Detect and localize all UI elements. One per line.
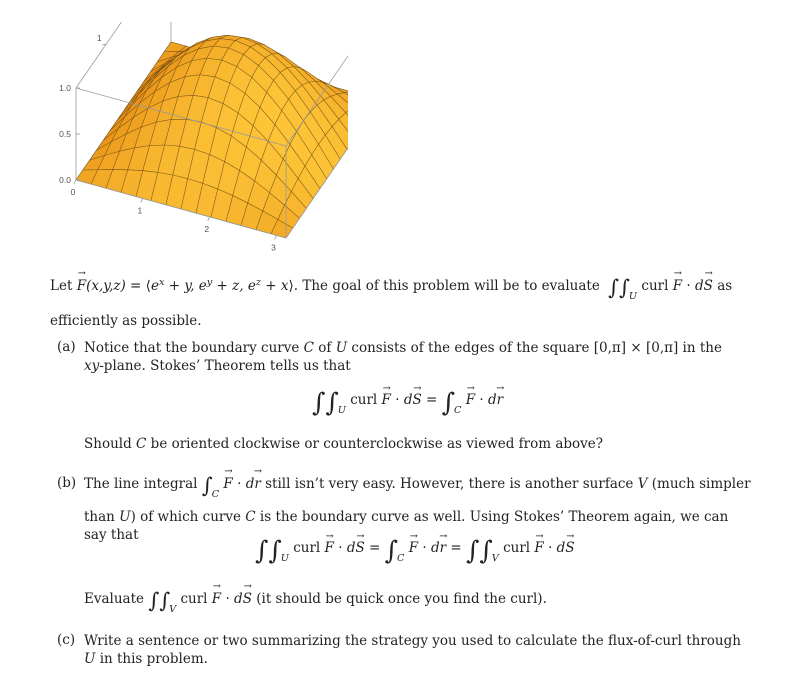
x-tick-label: 3 — [271, 242, 276, 253]
surface-integral-inline: $\int\int_U$ curl → F · d→ S — [608, 278, 713, 294]
stokes-equation-b: $\int\int_U$ curl → $F \cdot d\to S = \int_C \to F \cdot d\to r = \int\int_V$ curl → F · d→ S — [255, 540, 575, 564]
intro-line-2: efficiently as possible. — [50, 312, 202, 329]
part-b-text: The line integral $\int_C \to F \cdot d\to r$ still isn’t very easy. However, there is another surface V (much simpler than U) of which curve C is the boundary curve as well. Using Stokes’ Theorem again, we can say that — [84, 475, 724, 544]
part-a-question: Should C be oriented clockwise or counterclockwise as viewed from above? — [84, 436, 604, 452]
z-tick-label: 1.0 — [59, 83, 71, 93]
square-domain: [0,π] × [0,π] — [593, 340, 679, 356]
x-tick — [74, 180, 76, 184]
z-tick-label: 0.5 — [59, 129, 71, 139]
x-tick-label: 1 — [137, 205, 143, 216]
F-arguments: (x,y,z) — [86, 277, 126, 294]
intro-as: as — [717, 277, 733, 294]
part-c-label: (c) — [57, 632, 76, 648]
x-tick — [275, 235, 277, 239]
x-tick-label: 2 — [204, 223, 210, 234]
part-a-label: (a) — [57, 339, 76, 355]
x-tick-label: 0 — [70, 187, 76, 197]
x-tick — [141, 198, 143, 202]
z-tick-label: 0.0 — [59, 175, 71, 185]
vector-field-expression: $⟨e^x + y$, $e^y + z$, $e^z$ + x⟩. — [145, 277, 299, 294]
intro-let: Let — [50, 277, 73, 294]
surface-plot-figure — [48, 22, 348, 254]
part-b-label: (b) — [57, 475, 77, 491]
y-tick-label: 1 — [96, 33, 102, 44]
intro-goal-text: The goal of this problem will be to evaluate — [302, 277, 600, 294]
stokes-equation-a: $\int\int_U$ curl → $F \cdot d\to S = \int_C \to F \cdot d\to r$ — [312, 392, 503, 416]
part-c-text: Write a sentence or two summarizing the strategy you used to calculate the flux-of-curl through U in this problem. — [84, 633, 741, 667]
intro-paragraph — [50, 274, 733, 330]
part-a-text: Notice that the boundary curve C of U consists of the edges of the square [0,π] × [0,π] in the xy-plane. Stokes’ Theorem tells us that — [84, 340, 722, 374]
vector-F: → F — [77, 277, 86, 295]
equals-sign: = — [130, 277, 142, 294]
part-b-evaluate: Evaluate $\int\int_V$ curl → F · d→ S (it should be quick once you find the curl). — [84, 590, 547, 619]
x-tick — [208, 217, 210, 221]
